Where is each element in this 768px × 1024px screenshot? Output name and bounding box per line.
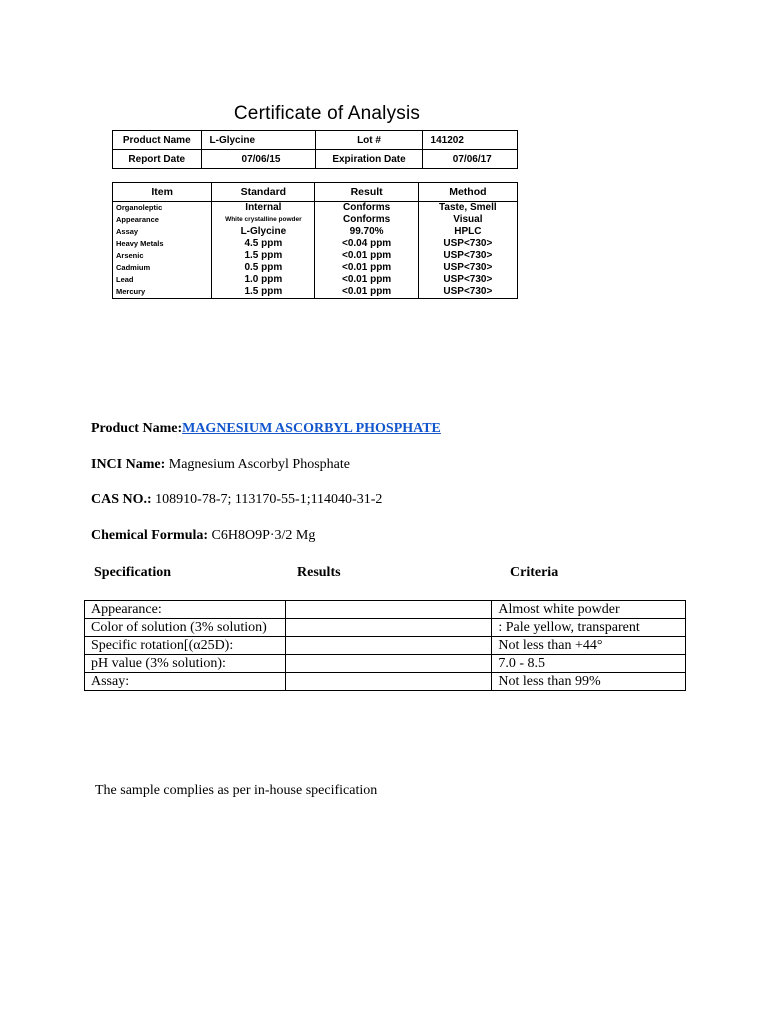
standard-cell: 1.5 ppm xyxy=(212,286,315,299)
header-value: L-Glycine xyxy=(201,131,316,150)
result-cell: <0.04 ppm xyxy=(315,238,418,250)
result-cell xyxy=(285,619,492,637)
criteria-cell: Almost white powder xyxy=(492,601,686,619)
inci-name-line xyxy=(91,457,350,473)
table-row xyxy=(113,226,518,238)
table-row xyxy=(113,286,518,299)
table-row xyxy=(85,655,686,673)
spec-cell: Specific rotation[(α25D): xyxy=(85,637,286,655)
result-cell xyxy=(285,601,492,619)
item-cell: Heavy Metals xyxy=(113,238,212,250)
spec-cell: Appearance: xyxy=(85,601,286,619)
method-cell: USP<730> xyxy=(418,262,517,274)
product-name-link[interactable]: MAGNESIUM ASCORBYL PHOSPHATE xyxy=(182,421,441,436)
certificate-items-table xyxy=(112,182,518,299)
method-cell: USP<730> xyxy=(418,250,517,262)
method-cell: USP<730> xyxy=(418,238,517,250)
table-row xyxy=(85,601,686,619)
column-header: Method xyxy=(418,183,517,202)
standard-cell: White crystalline powder xyxy=(212,214,315,226)
result-cell xyxy=(285,655,492,673)
header-label: Expiration Date xyxy=(316,150,422,169)
item-cell: Assay xyxy=(113,226,212,238)
table-row xyxy=(85,637,686,655)
specification-table xyxy=(84,600,686,691)
certificate-header-table xyxy=(112,130,518,169)
method-cell: USP<730> xyxy=(418,286,517,299)
certificate-header-row xyxy=(113,131,518,150)
table-row xyxy=(85,619,686,637)
chemical-formula-label: Chemical Formula: xyxy=(91,528,209,543)
result-cell: <0.01 ppm xyxy=(315,286,418,299)
criteria-cell: : Pale yellow, transparent xyxy=(492,619,686,637)
certificate-header-row xyxy=(113,150,518,169)
cas-number-value: 108910-78-7; 113170-55-1;114040-31-2 xyxy=(151,492,383,507)
spec-cell: Assay: xyxy=(85,673,286,691)
product-name-line xyxy=(91,421,441,437)
item-cell: Organoleptic xyxy=(113,202,212,215)
cas-number-label: CAS NO.: xyxy=(91,492,152,507)
item-cell: Appearance xyxy=(113,214,212,226)
certificate-title: Certificate of Analysis xyxy=(233,103,421,124)
table-row xyxy=(113,262,518,274)
table-row xyxy=(113,250,518,262)
method-cell: USP<730> xyxy=(418,274,517,286)
certificate-column-headers xyxy=(113,183,518,202)
item-cell: Cadmium xyxy=(113,262,212,274)
standard-cell: 1.0 ppm xyxy=(212,274,315,286)
method-cell: Visual xyxy=(418,214,517,226)
header-value: 07/06/17 xyxy=(422,150,517,169)
standard-cell: 4.5 ppm xyxy=(212,238,315,250)
criteria-cell: Not less than 99% xyxy=(492,673,686,691)
chemical-formula-line xyxy=(91,528,315,544)
table-row xyxy=(113,202,518,215)
item-cell: Mercury xyxy=(113,286,212,299)
result-cell: <0.01 ppm xyxy=(315,262,418,274)
result-cell: Conforms xyxy=(315,202,418,215)
column-header: Item xyxy=(113,183,212,202)
inci-name-value: Magnesium Ascorbyl Phosphate xyxy=(165,457,350,472)
chemical-formula-value: C6H8O9P·3/2 Mg xyxy=(208,528,316,543)
method-cell: Taste, Smell xyxy=(418,202,517,215)
result-cell: <0.01 ppm xyxy=(315,250,418,262)
header-value: 141202 xyxy=(422,131,517,150)
specification-heading: Specification xyxy=(94,565,171,580)
header-value: 07/06/15 xyxy=(201,150,316,169)
result-cell: Conforms xyxy=(315,214,418,226)
standard-cell: Internal xyxy=(212,202,315,215)
result-cell xyxy=(285,637,492,655)
result-cell: <0.01 ppm xyxy=(315,274,418,286)
item-cell: Arsenic xyxy=(113,250,212,262)
spec-cell: pH value (3% solution): xyxy=(85,655,286,673)
result-cell xyxy=(285,673,492,691)
method-cell: HPLC xyxy=(418,226,517,238)
result-cell: 99.70% xyxy=(315,226,418,238)
compliance-statement: The sample complies as per in-house specification xyxy=(95,783,378,798)
header-label: Product Name xyxy=(113,131,202,150)
column-header: Result xyxy=(315,183,418,202)
table-row xyxy=(113,214,518,226)
header-label: Report Date xyxy=(113,150,202,169)
header-label: Lot # xyxy=(316,131,422,150)
table-row xyxy=(85,673,686,691)
results-heading: Results xyxy=(297,565,341,580)
inci-name-label: INCI Name: xyxy=(91,457,166,472)
table-row xyxy=(113,274,518,286)
column-header: Standard xyxy=(212,183,315,202)
standard-cell: 0.5 ppm xyxy=(212,262,315,274)
criteria-heading: Criteria xyxy=(510,565,559,580)
spec-cell: Color of solution (3% solution) xyxy=(85,619,286,637)
product-name-label: Product Name: xyxy=(91,421,183,436)
item-cell: Lead xyxy=(113,274,212,286)
table-row xyxy=(113,238,518,250)
standard-cell: 1.5 ppm xyxy=(212,250,315,262)
standard-cell: L-Glycine xyxy=(212,226,315,238)
criteria-cell: 7.0 - 8.5 xyxy=(492,655,686,673)
criteria-cell: Not less than +44° xyxy=(492,637,686,655)
cas-number-line xyxy=(91,492,382,508)
